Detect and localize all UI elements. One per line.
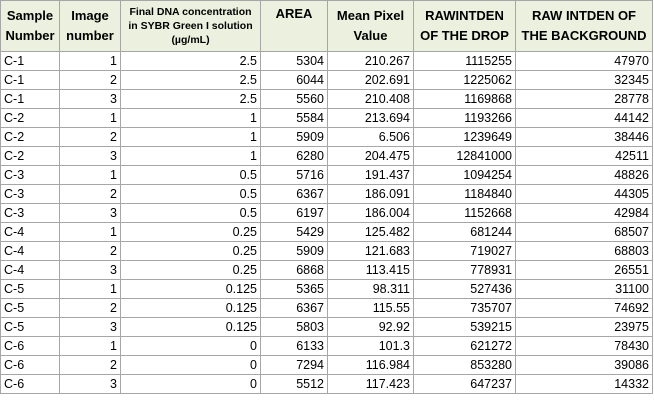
area-cell[interactable]: 6044 xyxy=(261,71,328,90)
rawintden-drop-cell[interactable]: 1169868 xyxy=(414,90,516,109)
mean-pixel-value-cell[interactable]: 186.091 xyxy=(328,185,414,204)
area-cell[interactable]: 6367 xyxy=(261,299,328,318)
rawintden-background-cell[interactable]: 48826 xyxy=(516,166,653,185)
area-cell[interactable]: 6133 xyxy=(261,337,328,356)
area-cell[interactable]: 6197 xyxy=(261,204,328,223)
image-number-cell[interactable]: 2 xyxy=(60,185,121,204)
image-number-cell[interactable]: 3 xyxy=(60,204,121,223)
image-number-cell[interactable]: 3 xyxy=(60,375,121,394)
sample-number-cell[interactable]: C-2 xyxy=(1,109,60,128)
rawintden-drop-cell[interactable]: 647237 xyxy=(414,375,516,394)
sample-number-cell[interactable]: C-5 xyxy=(1,299,60,318)
image-number-cell[interactable]: 3 xyxy=(60,90,121,109)
area-cell[interactable]: 5716 xyxy=(261,166,328,185)
rawintden-background-cell[interactable]: 39086 xyxy=(516,356,653,375)
rawintden-background-cell[interactable]: 68507 xyxy=(516,223,653,242)
dna-concentration-cell[interactable]: 0 xyxy=(121,337,261,356)
rawintden-background-cell[interactable]: 38446 xyxy=(516,128,653,147)
area-cell[interactable]: 5512 xyxy=(261,375,328,394)
dna-concentration-cell[interactable]: 0 xyxy=(121,375,261,394)
mean-pixel-value-cell[interactable]: 115.55 xyxy=(328,299,414,318)
mean-pixel-value-cell[interactable]: 98.311 xyxy=(328,280,414,299)
dna-concentration-cell[interactable]: 0.125 xyxy=(121,280,261,299)
rawintden-background-cell[interactable]: 23975 xyxy=(516,318,653,337)
image-number-cell[interactable]: 1 xyxy=(60,109,121,128)
area-cell[interactable]: 5365 xyxy=(261,280,328,299)
sample-number-cell[interactable]: C-5 xyxy=(1,318,60,337)
image-number-cell[interactable]: 3 xyxy=(60,261,121,280)
mean-pixel-value-cell[interactable]: 210.408 xyxy=(328,90,414,109)
sample-number-cell[interactable]: C-1 xyxy=(1,90,60,109)
sample-number-cell[interactable]: C-3 xyxy=(1,166,60,185)
area-cell[interactable]: 5584 xyxy=(261,109,328,128)
rawintden-background-cell[interactable]: 78430 xyxy=(516,337,653,356)
dna-concentration-cell[interactable]: 1 xyxy=(121,109,261,128)
area-cell[interactable]: 6367 xyxy=(261,185,328,204)
rawintden-background-cell[interactable]: 28778 xyxy=(516,90,653,109)
image-number-cell[interactable]: 3 xyxy=(60,147,121,166)
header-rawintden-background: RAW INTDEN OF THE BACKGROUND xyxy=(516,1,653,52)
table-row xyxy=(1,223,653,242)
dna-concentration-cell[interactable]: 0.25 xyxy=(121,242,261,261)
dna-concentration-cell[interactable]: 0 xyxy=(121,356,261,375)
mean-pixel-value-cell[interactable]: 204.475 xyxy=(328,147,414,166)
table-row xyxy=(1,299,653,318)
rawintden-drop-cell[interactable]: 681244 xyxy=(414,223,516,242)
sample-number-cell[interactable]: C-3 xyxy=(1,185,60,204)
header-area: AREA xyxy=(261,1,328,52)
dna-concentration-cell[interactable]: 0.5 xyxy=(121,204,261,223)
rawintden-background-cell[interactable]: 44142 xyxy=(516,109,653,128)
area-cell[interactable]: 6280 xyxy=(261,147,328,166)
dna-concentration-cell[interactable]: 1 xyxy=(121,128,261,147)
rawintden-drop-cell[interactable]: 527436 xyxy=(414,280,516,299)
rawintden-drop-cell[interactable]: 719027 xyxy=(414,242,516,261)
dna-concentration-cell[interactable]: 0.5 xyxy=(121,166,261,185)
image-number-cell[interactable]: 2 xyxy=(60,128,121,147)
dna-concentration-cell[interactable]: 2.5 xyxy=(121,52,261,71)
table-row xyxy=(1,204,653,223)
header-sample-number: Sample Number xyxy=(1,1,60,52)
mean-pixel-value-cell[interactable]: 213.694 xyxy=(328,109,414,128)
rawintden-background-cell[interactable]: 32345 xyxy=(516,71,653,90)
rawintden-background-cell[interactable]: 26551 xyxy=(516,261,653,280)
image-number-cell[interactable]: 1 xyxy=(60,223,121,242)
rawintden-background-cell[interactable]: 31100 xyxy=(516,280,653,299)
sample-number-cell[interactable]: C-5 xyxy=(1,280,60,299)
area-cell[interactable]: 5803 xyxy=(261,318,328,337)
dna-concentration-cell[interactable]: 0.25 xyxy=(121,223,261,242)
image-number-cell[interactable]: 1 xyxy=(60,337,121,356)
image-number-cell[interactable]: 1 xyxy=(60,166,121,185)
mean-pixel-value-cell[interactable]: 186.004 xyxy=(328,204,414,223)
rawintden-background-cell[interactable]: 44305 xyxy=(516,185,653,204)
table-row xyxy=(1,375,653,394)
area-cell[interactable]: 6868 xyxy=(261,261,328,280)
table-row xyxy=(1,52,653,71)
mean-pixel-value-cell[interactable]: 6.506 xyxy=(328,128,414,147)
rawintden-drop-cell[interactable]: 539215 xyxy=(414,318,516,337)
table-row xyxy=(1,261,653,280)
area-cell[interactable]: 5909 xyxy=(261,128,328,147)
sample-number-cell[interactable]: C-1 xyxy=(1,71,60,90)
rawintden-drop-cell[interactable]: 1152668 xyxy=(414,204,516,223)
table-row xyxy=(1,71,653,90)
image-number-cell[interactable]: 2 xyxy=(60,242,121,261)
table-row xyxy=(1,166,653,185)
image-number-cell[interactable]: 1 xyxy=(60,280,121,299)
table-body xyxy=(1,52,653,394)
rawintden-drop-cell[interactable]: 1094254 xyxy=(414,166,516,185)
mean-pixel-value-cell[interactable]: 101.3 xyxy=(328,337,414,356)
rawintden-drop-cell[interactable]: 735707 xyxy=(414,299,516,318)
area-cell[interactable]: 5304 xyxy=(261,52,328,71)
sample-number-cell[interactable]: C-1 xyxy=(1,52,60,71)
sample-number-cell[interactable]: C-6 xyxy=(1,375,60,394)
rawintden-drop-cell[interactable]: 1115255 xyxy=(414,52,516,71)
rawintden-background-cell[interactable]: 42984 xyxy=(516,204,653,223)
dna-concentration-cell[interactable]: 2.5 xyxy=(121,71,261,90)
rawintden-drop-cell[interactable]: 1239649 xyxy=(414,128,516,147)
image-number-cell[interactable]: 2 xyxy=(60,356,121,375)
image-number-cell[interactable]: 3 xyxy=(60,318,121,337)
rawintden-background-cell[interactable]: 47970 xyxy=(516,52,653,71)
dna-concentration-cell[interactable]: 0.125 xyxy=(121,318,261,337)
table-row xyxy=(1,318,653,337)
dna-concentration-cell[interactable]: 1 xyxy=(121,147,261,166)
rawintden-drop-cell[interactable]: 1225062 xyxy=(414,71,516,90)
mean-pixel-value-cell[interactable]: 125.482 xyxy=(328,223,414,242)
table-row xyxy=(1,185,653,204)
sample-number-cell[interactable]: C-6 xyxy=(1,337,60,356)
table-row xyxy=(1,337,653,356)
sample-number-cell[interactable]: C-6 xyxy=(1,356,60,375)
mean-pixel-value-cell[interactable]: 121.683 xyxy=(328,242,414,261)
dna-concentration-cell[interactable]: 0.25 xyxy=(121,261,261,280)
dna-concentration-cell[interactable]: 2.5 xyxy=(121,90,261,109)
mean-pixel-value-cell[interactable]: 116.984 xyxy=(328,356,414,375)
dna-concentration-cell[interactable]: 0.125 xyxy=(121,299,261,318)
header-row xyxy=(1,1,653,52)
sample-number-cell[interactable]: C-3 xyxy=(1,204,60,223)
table-row xyxy=(1,109,653,128)
mean-pixel-value-cell[interactable]: 92.92 xyxy=(328,318,414,337)
rawintden-background-cell[interactable]: 74692 xyxy=(516,299,653,318)
mean-pixel-value-cell[interactable]: 210.267 xyxy=(328,52,414,71)
table-row xyxy=(1,128,653,147)
image-number-cell[interactable]: 2 xyxy=(60,71,121,90)
mean-pixel-value-cell[interactable]: 202.691 xyxy=(328,71,414,90)
table-row xyxy=(1,90,653,109)
rawintden-drop-cell[interactable]: 853280 xyxy=(414,356,516,375)
sample-number-cell[interactable]: C-4 xyxy=(1,261,60,280)
rawintden-background-cell[interactable]: 42511 xyxy=(516,147,653,166)
table-row xyxy=(1,280,653,299)
header-rawintden-drop: RAWINTDEN OF THE DROP xyxy=(414,1,516,52)
image-number-cell[interactable]: 1 xyxy=(60,52,121,71)
header-dna-concentration: Final DNA concentration in SYBR Green I solution (µg/mL) xyxy=(121,1,261,52)
mean-pixel-value-cell[interactable]: 191.437 xyxy=(328,166,414,185)
table-row xyxy=(1,242,653,261)
image-number-cell[interactable]: 2 xyxy=(60,299,121,318)
mean-pixel-value-cell[interactable]: 117.423 xyxy=(328,375,414,394)
rawintden-drop-cell[interactable]: 1184840 xyxy=(414,185,516,204)
header-image-number: Image number xyxy=(60,1,121,52)
rawintden-background-cell[interactable]: 14332 xyxy=(516,375,653,394)
header-mean-pixel-value: Mean Pixel Value xyxy=(328,1,414,52)
table-row xyxy=(1,356,653,375)
sample-number-cell[interactable]: C-2 xyxy=(1,128,60,147)
dna-concentration-cell[interactable]: 0.5 xyxy=(121,185,261,204)
sample-number-cell[interactable]: C-4 xyxy=(1,242,60,261)
mean-pixel-value-cell[interactable]: 113.415 xyxy=(328,261,414,280)
rawintden-drop-cell[interactable]: 12841000 xyxy=(414,147,516,166)
rawintden-drop-cell[interactable]: 1193266 xyxy=(414,109,516,128)
sample-number-cell[interactable]: C-2 xyxy=(1,147,60,166)
table-row xyxy=(1,147,653,166)
sample-number-cell[interactable]: C-4 xyxy=(1,223,60,242)
rawintden-drop-cell[interactable]: 621272 xyxy=(414,337,516,356)
area-cell[interactable]: 7294 xyxy=(261,356,328,375)
area-cell[interactable]: 5429 xyxy=(261,223,328,242)
area-cell[interactable]: 5909 xyxy=(261,242,328,261)
area-cell[interactable]: 5560 xyxy=(261,90,328,109)
rawintden-background-cell[interactable]: 68803 xyxy=(516,242,653,261)
rawintden-drop-cell[interactable]: 778931 xyxy=(414,261,516,280)
